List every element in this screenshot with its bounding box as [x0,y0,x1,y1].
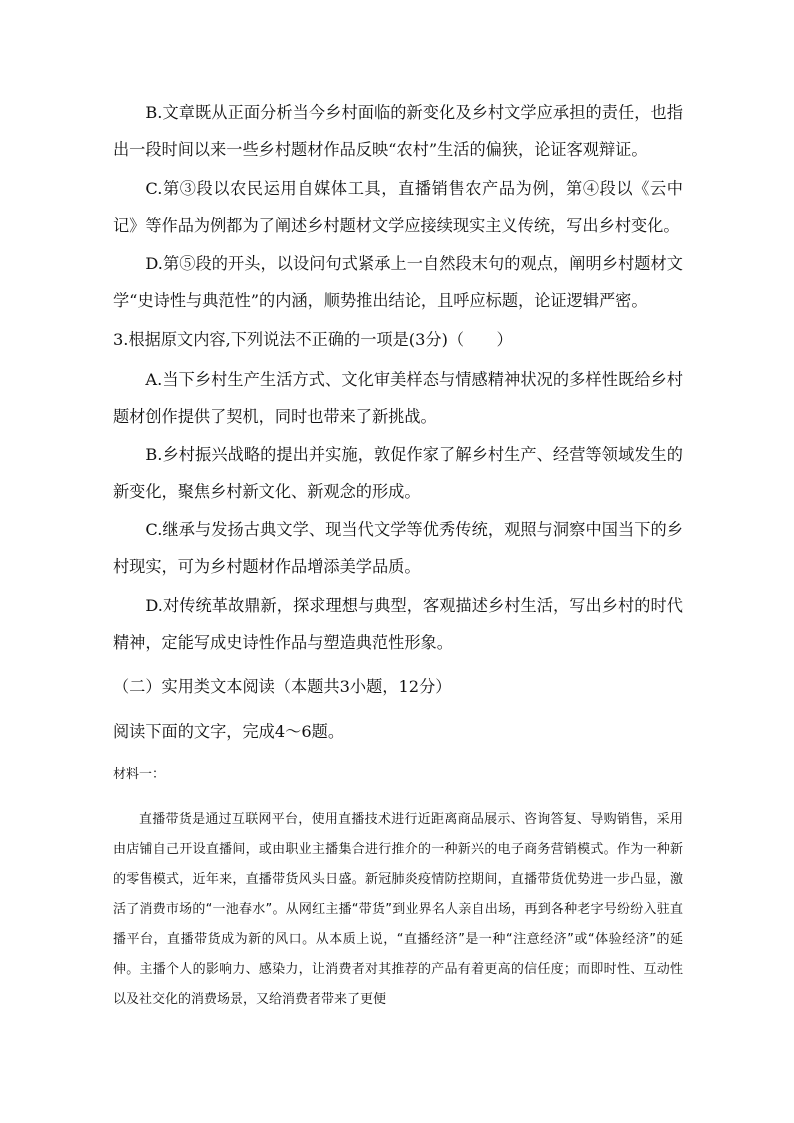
q2-option-d: D.第⑤段的开头，以设问句式紧承上一自然段末句的观点，阐明乡村题材文学“史诗性与典范性”的内涵，顺势推出结论，且呼应标题，论证逻辑严密。 [113,254,683,310]
material-paragraph: 直播带货是通过互联网平台，使用直播技术进行近距离商品展示、咨询答复、导购销售，采用由店铺自己开设直播间，或由职业主播集合进行推介的一种新兴的电子商务营销模式。作为一种新的零售模式，近年来，直播带货风头日盛。新冠肺炎疫情防控期间，直播带货优势进一步凸显，激活了消费市场的“一池春水”。从网红主播“带货”到业界名人亲自出场，再到各种老字号纷纷入驻直播平台，直播带货成为新的风口。从本质上说，“直播经济”是一种“注意经济”或“体验经济”的延伸。主播个人的影响力、感染力，让消费者对其推荐的产品有着更高的信任度；而即时性、互动性以及社交化的消费场景，又给消费者带来了更便 [113,812,683,1007]
q3-option-c: C.继承与发扬古典文学、现当代文学等优秀传统，观照与洞察中国当下的乡村现实，可为乡村题材作品增添美学品质。 [113,520,683,576]
q3-stem: 3.根据原文内容,下列说法不正确的一项是(3分)（ ） [113,330,513,349]
q3-option-a: A.当下乡村生产生活方式、文化审美样态与情感精神状况的多样性既给乡村题材创作提供了契机，同时也带来了新挑战。 [113,370,683,426]
material-label: 材料一： [113,767,166,782]
q2-option-c: C.第③段以农民运用自媒体工具，直播销售农产品为例，第④段以《云中记》等作品为例都为了阐述乡村题材文学应接续现实主义传统，写出乡村变化。 [113,179,683,235]
q2-option-b: B.文章既从正面分析当今乡村面临的新变化及乡村文学应承担的责任，也指出一段时间以来一些乡村题材作品反映“农村”生活的偏狭，论证客观辩证。 [113,103,683,159]
section-heading: （二）实用类文本阅读（本题共3小题，12分） [113,677,452,696]
section-instruction: 阅读下面的文字，完成4～6题。 [113,722,345,741]
q3-option-b: B.乡村振兴战略的提出并实施，敦促作家了解乡村生产、经营等领域发生的新变化，聚焦乡村新文化、新观念的形成。 [113,445,683,501]
q3-option-d: D.对传统革故鼎新，探求理想与典型，客观描述乡村生活，写出乡村的时代精神，定能写成史诗性作品与塑造典范性形象。 [113,596,683,652]
